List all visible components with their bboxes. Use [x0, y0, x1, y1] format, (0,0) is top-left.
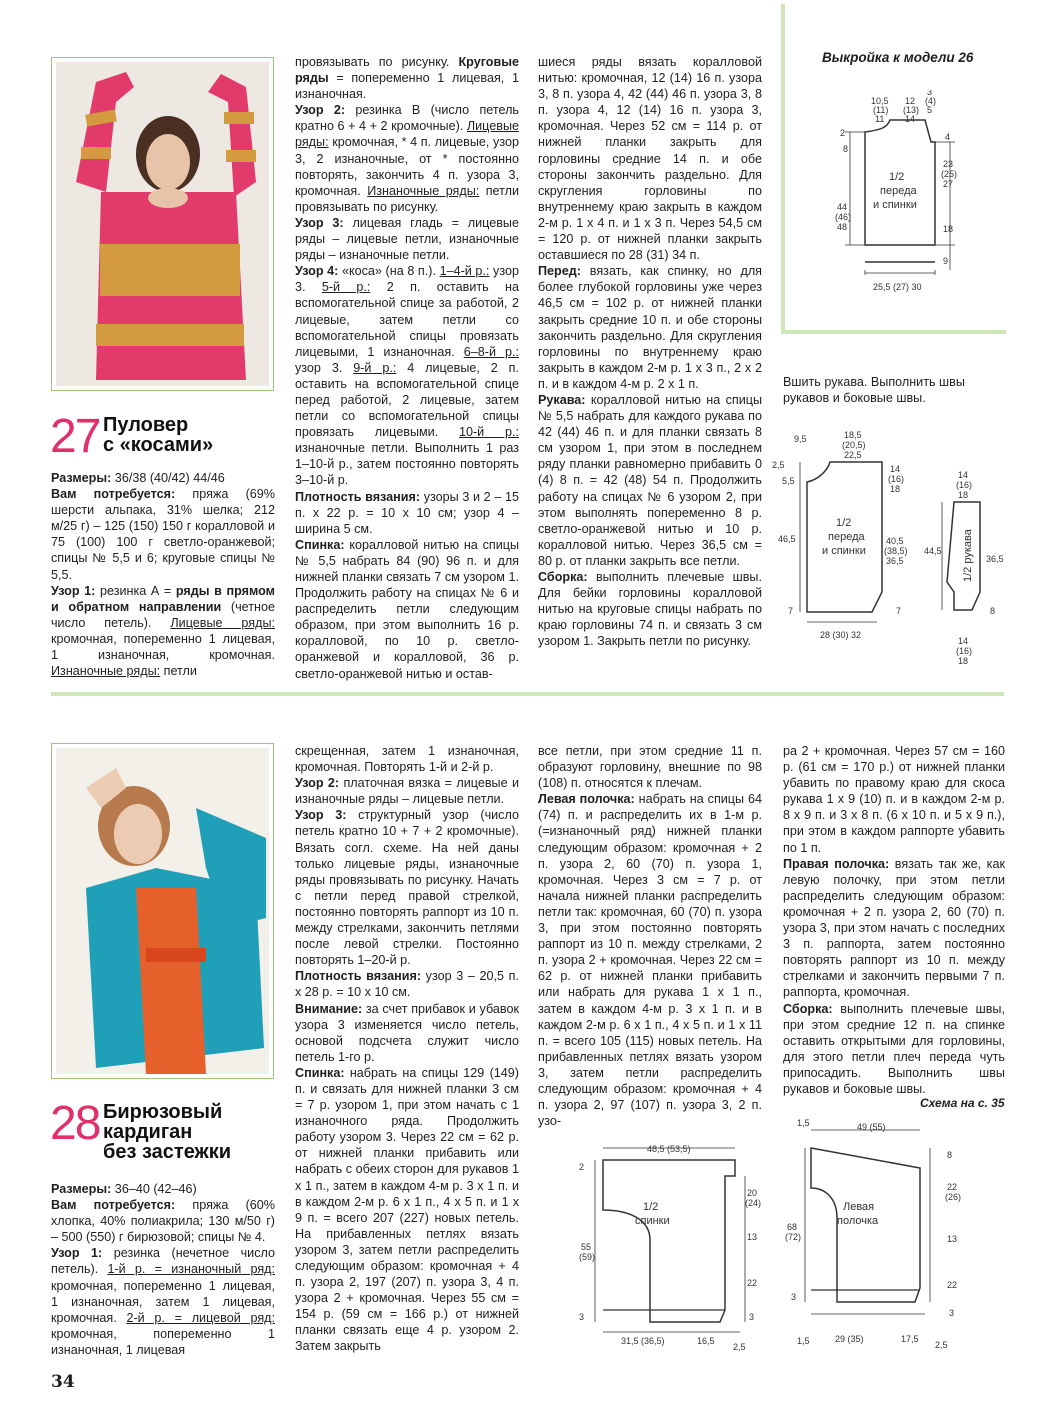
dim-label: 23 — [943, 159, 954, 169]
dim-label: 44 — [837, 202, 848, 212]
dim-label: 48 — [837, 222, 848, 232]
dim-label: 18,5 — [844, 430, 862, 440]
dim-label: 17,5 — [901, 1334, 919, 1344]
photo-pullover-striped — [56, 62, 269, 386]
dim-label: 9,5 — [794, 434, 807, 444]
paragraph: все петли, при этом средние 11 п. образуют горловину, внешние по 98 (108) п. относятся к плечам. — [538, 744, 762, 791]
dim-label: 3 — [579, 1312, 585, 1322]
dim-label: 2,5 — [935, 1340, 948, 1350]
paragraph: провязывать по рисунку. Круговые ряды = попеременно 1 лицевая, 1 изнаночная. — [295, 55, 519, 102]
dim-label: (46) — [835, 212, 852, 222]
text-column-27-4 — [783, 374, 1005, 406]
text-column-28-4 — [783, 743, 1005, 1097]
dim-label: 13 — [947, 1234, 958, 1244]
paragraph: Вам потребуется: пряжа (60% хлопка, 40% полиакрила; 130 м/50 г) – 500 (550) г бирюзовой; спицы № 4. — [51, 1198, 276, 1245]
dim-label: 27 — [943, 179, 954, 189]
dim-label: 68 — [787, 1222, 798, 1232]
paragraph: ра 2 + кромочная. Через 57 см = 160 р. (61 см = 170 р.) от нижней планки убавить по правому краю для скоса рукава 1 х 9 (10) п. и в каждом 2-м р. 8 х 9 п. и 3 х 8 п. (6 х 10 п. и 5 х 9 п.), при этом в каждом раппорте убавить по 1 п. — [783, 744, 1005, 855]
piece-label: 1/2 — [643, 1201, 659, 1213]
dim-label: 14 — [958, 470, 969, 480]
paragraph: Сборка: выполнить плечевые швы. Для бейки горловины коралловой нитью на круговые спицы набрать по краю горловины 74 п. и связать 3 см узором 1. Закрыть петли по рисунку. — [538, 570, 762, 649]
dim-label: 14 — [890, 464, 901, 474]
page-number: 34 — [51, 1372, 75, 1392]
dim-label: 14 — [905, 114, 916, 124]
photo-turquoise-cardigan — [56, 748, 269, 1074]
dim-label: 14 — [958, 636, 969, 646]
dim-label: 36,5 — [886, 556, 904, 566]
paragraph: Перед: вязать, как спинку, но для более глубокой горловины уже через 46,5 см = 102 р. от нижней планки закрыть средние 10 п. и обе стороны закончить раздельно. Для скругления горловины по внутреннему краю закрыть в каждом 2-м р. 1 х 3 п., 2 х 2 п. и в каждом 4-м р. 2 х 1 п. — [538, 264, 762, 391]
paragraph: Узор 2: резинка В (число петель кратно 6 + 4 + 2 кромочные). Лицевые ряды: кромочная, * 4 п. лицевые, узор 3, 2 изнаночные, от * постоянно повторять, закончить 4 п. узора 3, кромочная. Изнаночные ряды: петли провязывать по рисунку. — [295, 103, 520, 214]
piece-label: переда — [828, 531, 865, 543]
dim-label: 40,5 — [886, 536, 904, 546]
dim-label: 25,5 (27) 30 — [873, 282, 922, 292]
dim-label: (16) — [956, 480, 973, 490]
scheme-reference: Схема на с. 35 — [920, 1096, 1005, 1110]
dim-label: (11) — [873, 105, 889, 115]
dim-label: 18 — [943, 224, 954, 234]
model-title-28 — [103, 1102, 231, 1162]
piece-label: и спинки — [873, 199, 917, 211]
paragraph: шиеся ряды вязать коралловой нитью: кромочная, 12 (14) 16 п. узора 3, 8 п. узора 4, 42 (44) 46 п. узора 3, 8 п. узора 4, 12 (14) 16 п. узора 3, кромочная. Через 52 см = 114 р. от нижней планки закрыть для горловины средние 14 п. и обе стороны закончить раздельно. Для скругления горловины по внутреннему краю закрыть в каждом 2-м р. 1 х 4 п. и 1 х 3 п. Через 54,5 см = 120 р. от нижней планки закрыть оставшиеся по 28 (31) 34 п. — [538, 55, 762, 263]
paragraph: Сборка: выполнить плечевые швы, при этом средние 12 п. на спинке оставить открытыми для горловины, для этого петли плеч переда чуть припосадить. Выполнить швы рукавов и боковые швы. — [783, 1001, 1005, 1096]
text-column-28-3 — [538, 743, 762, 1129]
dim-label: (16) — [888, 474, 905, 484]
dim-label: 7 — [896, 606, 902, 616]
dim-label: 2,5 — [733, 1342, 746, 1352]
piece-label: 1/2 — [889, 171, 905, 183]
piece-label: полочка — [837, 1215, 879, 1227]
dim-label: 10,5 — [871, 96, 889, 106]
dim-label: 18 — [958, 490, 969, 500]
paragraph: Спинка: коралловой нитью на спицы № 5,5 набрать 84 (90) 96 п. и для нижней планки связать 7 см узором 1. Продолжить работу на спицах № 6 и распределить петли следующим образом, при этом выполнить 16 р. коралловой, по 10 р. светло-оранжевой и коралловой, 36 р. светло-оранжевой нитью и остав- — [295, 537, 519, 681]
section-divider — [51, 692, 1004, 696]
paragraph: Левая полочка: набрать на спицы 64 (74) п. и распределить их в 1-м р. (=изнаночный ряд) нижней планки следующим образом: кромочная + 2 п. узора 2, 60 (70) п. узора 1, кромочная. Через 3 см = 7 р. от начала нижней планки распределить петли так: кромочная, 60 (70) п. узора 3, при этом постоянно повторять раппорт из 10 п. между стрелками, 2 п. узора 2 + кромочная. Через 22 см = 62 р. от нижней планки прибавить или набрать для рукава 1 х 1 п., затем в каждом 4-м р. 3 х 1 п. и в каждом 2-м р. 6 х 1 п., 4 х 5 п. и 1 х 11 п. = всего 105 (115) новых петель. На прибавленных петлях вязать узором 3, затем петли распределить следующим образом: кромочная + 4 п. узора 2, 97 (107) п. узора 3, 2 п. узо- — [538, 792, 762, 1129]
dim-label: 36,5 — [986, 554, 1004, 564]
dim-label: 48,5 (53,5) — [647, 1144, 691, 1154]
dim-label: (26) — [945, 1192, 962, 1202]
title-line: кардиган — [103, 1121, 193, 1143]
paragraph: Спинка: набрать на спицы 129 (149) п. и связать для нижней планки 3 см = 7 р. узором 1, при этом начать с 1 изнаночного ряда. Продолжить работу узором 3. Через 22 см = 62 р. от нижней планки прибавить или набрать с обеих сторон для рукавов 1 х 1 п., затем в каждом 4-м р. 3 х 1 п. и в каждом 2-м р. 6 х 1 п., 4 х 5 п. и 1 х 9 п. = всего 207 (227) новых петель. На прибавленных петлях вязать узором 3, затем петли распределить следующим образом: кромочная + 4 п. узора 2, 197 (207) п. узора 3, 4 п. узора 2 + кромочная. Через 55 см = 154 р. (59 см = 166 р.) от нижней планки связать еще 4 р. узором 2. Затем закрыть — [295, 1065, 519, 1354]
text-column-27-1 — [51, 470, 275, 679]
dim-label: (72) — [785, 1232, 802, 1242]
dim-label: (13) — [903, 105, 920, 115]
piece-label: 1/2 — [836, 517, 852, 529]
paragraph: Узор 3: структурный узор (число петель кратно 10 + 7 + 2 кромочные). Вязать согл. схеме. На ней даны только лицевые ряды, изнаночные ряды провязывать по рисунку. Начать с петли перед правой стрелкой, постоянно повторять раппорт из 10 п. между стрелками, закончить петлями после левой стрелки. Постоянно повторять 1–20-й р. — [295, 808, 519, 968]
photo-model-27 — [51, 57, 274, 391]
dim-label: 22 — [747, 1278, 758, 1288]
dim-label: 44,5 — [924, 546, 942, 556]
dim-label: 4 — [945, 132, 951, 142]
paragraph: Плотность вязания: узоры 3 и 2 – 15 п. х 22 р. = 10 х 10 см; узор 4 – ширина 5 см. — [295, 489, 519, 536]
paragraph: Размеры: 36–40 (42–46) — [51, 1182, 197, 1196]
dim-label: 20 — [747, 1188, 758, 1198]
model-number-27: 27 — [50, 410, 100, 463]
photo-model-28 — [51, 743, 274, 1079]
dim-label: 46,5 — [778, 534, 796, 544]
dim-label: 8 — [990, 606, 996, 616]
dim-label: (25) — [941, 169, 958, 179]
dim-label: 3 — [949, 1308, 955, 1318]
dim-label: 18 — [890, 484, 901, 494]
diagram-27-front-back-top — [835, 90, 975, 300]
diagram-28-back — [575, 1140, 775, 1355]
dim-label: 12 — [905, 96, 916, 106]
paragraph: Узор 1: резинка А = ряды в прямом и обратном направлении (четное число петель). Лицевые ряды: кромочная, попеременно 1 лицевая, 1 изнаночная, кромочная. Изнаночные ряды: петли — [51, 583, 276, 679]
paragraph: Плотность вязания: узор 3 – 20,5 п. х 28 р. = 10 х 10 см. — [295, 969, 519, 1000]
diagram-27-front-back-sleeve — [772, 422, 1008, 672]
dim-label: 2 — [840, 128, 846, 138]
paragraph: скрещенная, затем 1 изнаночная, кромочная. Повторять 1-й и 2-й р. — [295, 744, 519, 775]
paragraph: Узор 2: платочная вязка = лицевые и изнаночные ряды – лицевые петли. — [295, 776, 519, 807]
model-title-27 — [103, 415, 213, 455]
paragraph: Узор 1: резинка (нечетное число петель). 1-й р. = изнаночный ряд: кромочная, попеременно 1 лицевая, 1 изнаночная, затем 1 лицевая, кромочная. 2-й р. = лицевой ряд: кромочная, попеременно 1 изнаночная, 1 лицевая — [51, 1246, 275, 1357]
piece-label: переда — [880, 185, 917, 197]
dim-label: 3 — [791, 1292, 797, 1302]
paragraph: Узор 3: лицевая гладь = лицевые ряды – лицевые петли, изнаночные ряды – изнаночные петли. — [295, 215, 519, 263]
dim-label: 22 — [947, 1182, 958, 1192]
dim-label: (59) — [579, 1252, 596, 1262]
paragraph: Правая полочка: вязать так же, как левую полочку, при этом петли распределить следующим образом: кромочная + 2 п. узора 2, 60 (70) п. узора 3, при этом начать с последних 3 п. раппорта, затем постоянно повторять раппорт из 10 п. между стрелками и закончить первыми 7 п. раппорта, кромочная. — [783, 856, 1005, 1000]
title-line: с «косами» — [103, 434, 214, 456]
diagram-28-left-front — [785, 1118, 985, 1358]
title-line: без застежки — [103, 1141, 232, 1163]
text-column-28-1 — [51, 1181, 275, 1358]
pattern-title: Выкройка к модели 26 — [822, 50, 974, 65]
dim-label: 1,5 — [797, 1336, 810, 1346]
dim-label: 5,5 — [782, 476, 795, 486]
piece-label: 1/2 рукава — [962, 529, 974, 582]
dim-label: (24) — [745, 1198, 762, 1208]
text-column-28-2 — [295, 743, 519, 1355]
dim-label: 11 — [875, 114, 885, 124]
title-line: Бирюзовый — [103, 1101, 223, 1123]
model-number-28: 28 — [50, 1097, 100, 1150]
dim-label: (16) — [956, 646, 973, 656]
paragraph: Вшить рукава. Выполнить швы рукавов и боковые швы. — [783, 375, 965, 406]
dim-label: 22,5 — [844, 450, 862, 460]
dim-label: (20,5) — [842, 440, 866, 450]
dim-label: 31,5 (36,5) — [621, 1336, 665, 1346]
dim-label: 2 — [579, 1162, 585, 1172]
dim-label: 8 — [843, 144, 849, 154]
dim-label: 2,5 — [772, 460, 785, 470]
text-column-27-2 — [295, 54, 519, 682]
text-column-27-3 — [538, 54, 762, 649]
dim-label: 9 — [943, 256, 949, 266]
piece-label: спинки — [635, 1215, 670, 1227]
dim-label: 28 (30) 32 — [820, 630, 862, 640]
paragraph: Размеры: 36/38 (40/42) 44/46 — [51, 471, 225, 485]
paragraph: Узор 4: «коса» (на 8 п.). 1–4-й р.: узор 3. 5-й р.: 2 п. оставить на вспомогательной спице за работой, 2 лицевые, затем петли со вспомогательной спицы провязать лицевыми, 1 изнаночная. 6–8-й р.: узор 3. 9-й р.: 4 лицевые, 2 п. оставить на вспомогательной спице перед работой, 2 лицевые, затем петли со вспомогательной спицы провязать лицевыми. 10-й р.: изнаночные петли. Выполнить 1 раз 1–10-й р., затем постоянно повторять 3–10-й р. — [295, 264, 520, 488]
paragraph: Внимание: за счет прибавок и убавок узора 3 изменяется число петель, основой подсчета служит число петель 1-го р. — [295, 1001, 519, 1064]
piece-label: и спинки — [822, 545, 866, 557]
pattern-frame-line-vertical — [781, 4, 785, 334]
dim-label: 1,5 — [797, 1118, 810, 1128]
dim-label: 8 — [947, 1150, 953, 1160]
paragraph: Рукава: коралловой нитью на спицы № 5,5 набрать для каждого рукава по 42 (44) 46 п. и для планки связать 8 см узором 1, при этом в последнем ряду планки равномерно прибавить 0 (4) 8 п. = 42 (48) 54 п. Продолжить работу на спицах № 6 узором 2, при этом выполнять попеременно 8 р. светло-оранжевой нитью и 10 р. коралловой нитью. Через 36,5 см = 80 р. от планки закрыть все петли. — [538, 392, 762, 568]
dim-label: 16,5 — [697, 1336, 715, 1346]
dim-label: (4) — [925, 96, 936, 106]
dim-label: 7 — [788, 606, 794, 616]
paragraph: Вам потребуется: пряжа (69% шерсти альпака, 31% шелка; 212 м/25 г) – 125 (150) 150 г коралловой и 75 (100) 100 г светло-оранжевой; спицы № 5,5 и 6; круговые спицы № 5,5. — [51, 487, 276, 582]
dim-label: 18 — [958, 656, 969, 666]
dim-label: 5 — [927, 105, 933, 115]
piece-label: Левая — [843, 1201, 875, 1213]
pattern-frame-line-horizontal — [781, 330, 1006, 334]
dim-label: (38,5) — [884, 546, 908, 556]
dim-label: 55 — [581, 1242, 592, 1252]
dim-label: 29 (35) — [835, 1334, 864, 1344]
dim-label: 13 — [747, 1232, 758, 1242]
dim-label: 22 — [947, 1280, 958, 1290]
dim-label: 3 — [927, 90, 933, 97]
dim-label: 3 — [749, 1312, 755, 1322]
title-line: Пуловер — [103, 414, 189, 436]
dim-label: 49 (55) — [857, 1122, 886, 1132]
